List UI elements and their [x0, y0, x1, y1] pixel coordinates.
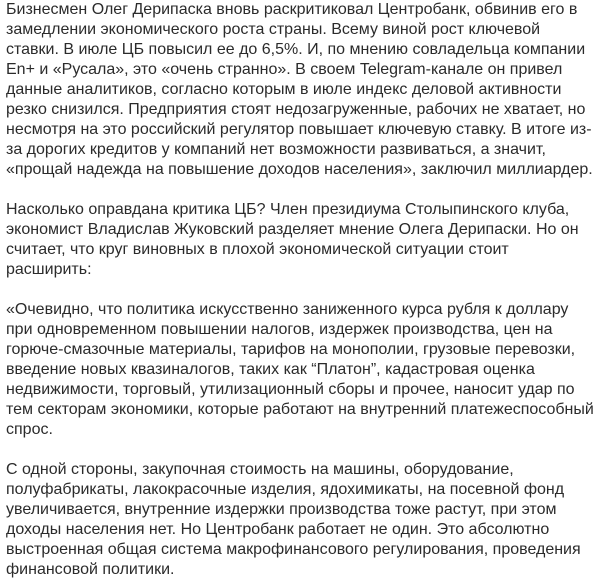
article-paragraph-question: Насколько оправдана критика ЦБ? Член президиума Столыпинского клуба, экономист Владислав Жуковский разделяет мнение Олега Дерипаски. Но он считает, что круг виновных в плохой экономической ситуации стоит расширить:: [6, 201, 579, 278]
article-paragraph-quote: «Очевидно, что политика искусственно заниженного курса рубля к доллару при одновременном повышении налогов, издержек производства, цен на горюче-смазочные материалы, тарифов на монополии, грузовые перевозки, введение новых квазиналогов, таких как “Платон”, кадастровая оценка недвижимости, торговый, утилизационный сборы и прочее, наносит удар по тем секторам экономики, которые работают на внутренний платежеспособный спрос.: [6, 301, 594, 438]
article-paragraph-continuation: С одной стороны, закупочная стоимость на машины, оборудование, полуфабрикаты, лакокрасочные изделия, ядохимикаты, на посевной фонд увеличивается, внутренние издержки производства тоже растут, при этом доходы населения нет. Но Центробанк работает не один. Это абсолютно выстроенная общая система макрофинансового регулирования, проведения финансовой политики.: [6, 461, 581, 578]
article-paragraph-intro: Бизнесмен Олег Дерипаска вновь раскритиковал Центробанк, обвинив его в замедлении экономического роста страны. Всему виной рост ключевой ставки. В июле ЦБ повысил ее до 6,5%. И, по мнению совладельца компании En+ и «Русала», это «очень странно». В своем Telegram-канале он привел данные аналитиков, согласно которым в июле индекс деловой активности резко снизился. Предприятия стоят недозагруженные, рабочих не хватает, но несмотря на это российский регулятор повышает ключевую ставку. В итоге из-за дорогих кредитов у компаний нет возможности развиваться, а значит, «прощай надежда на повышение доходов населения», заключил миллиардер.: [6, 1, 593, 178]
